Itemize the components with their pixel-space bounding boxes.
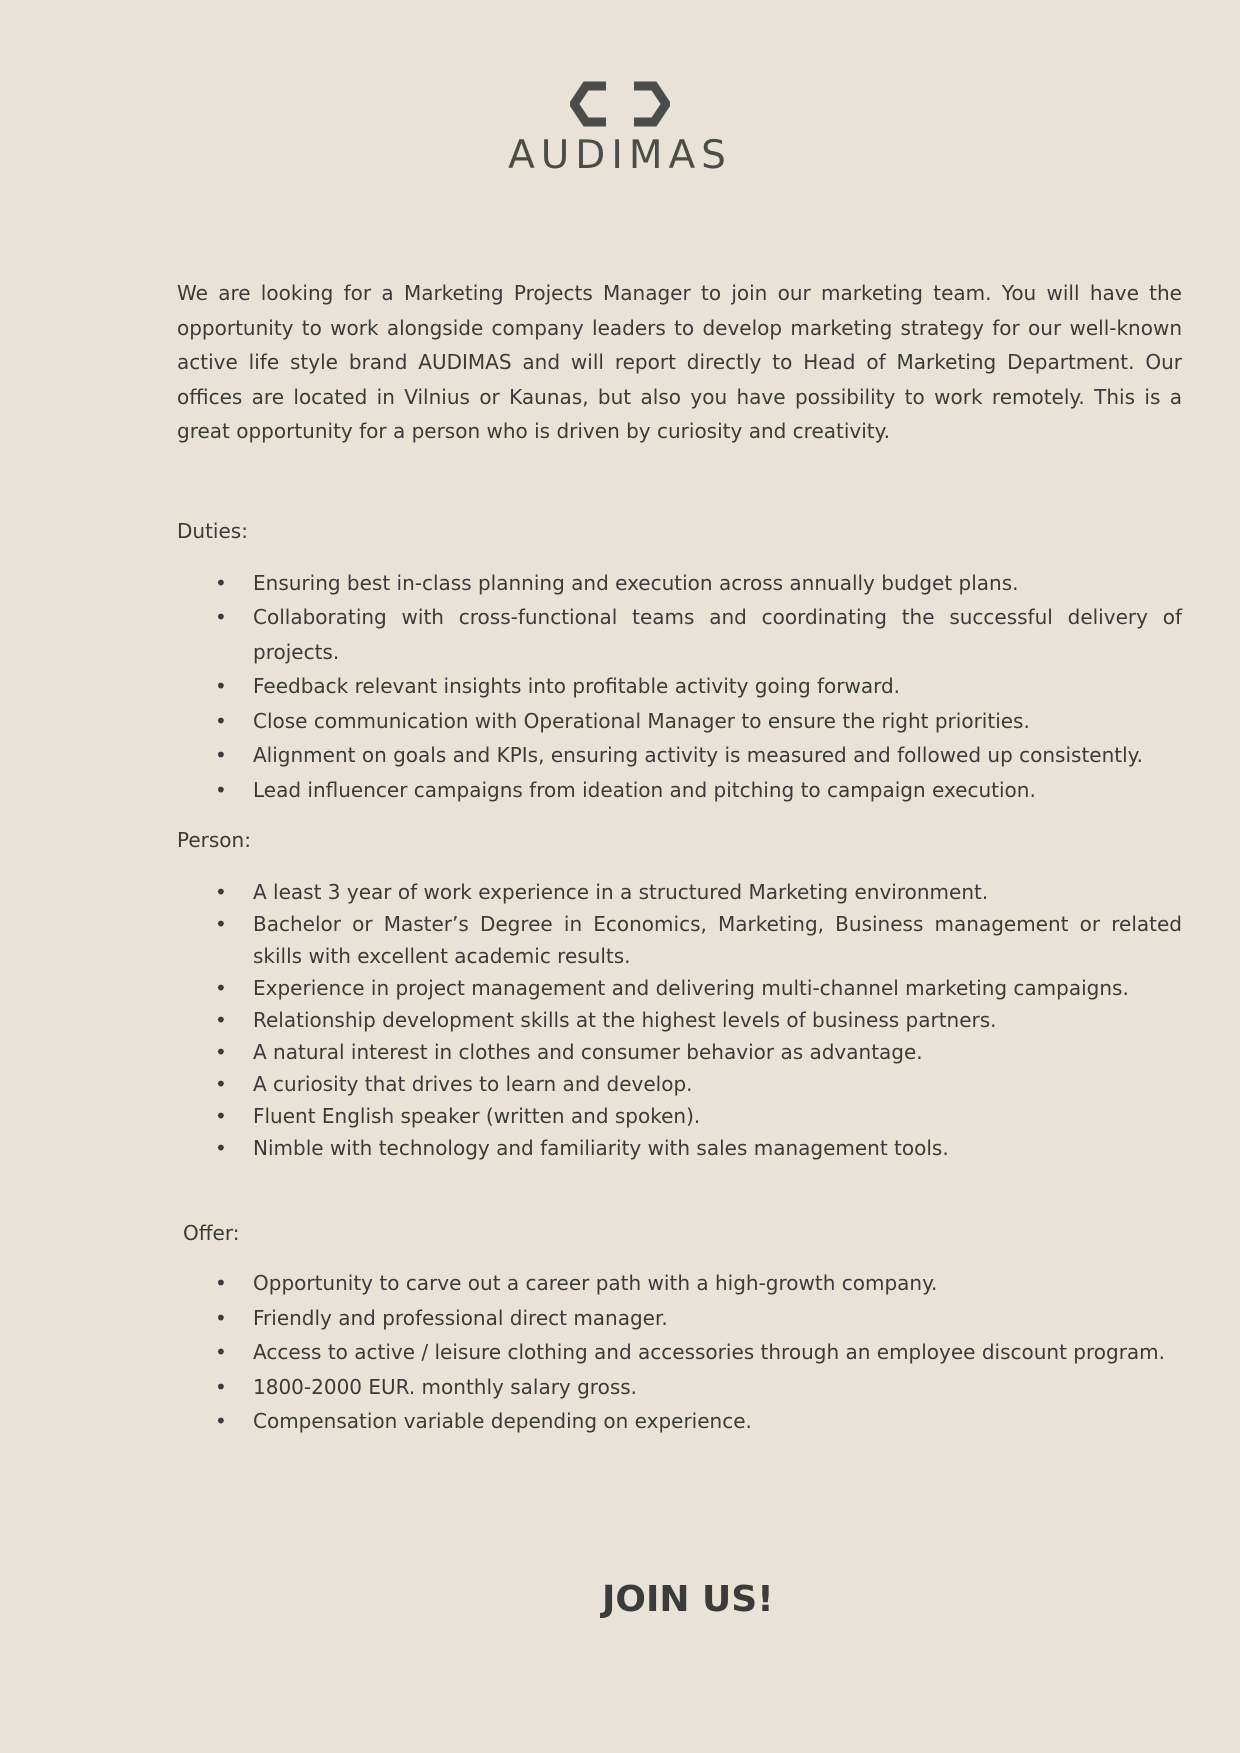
list-item: • A curiosity that drives to learn and develop. (177, 1068, 1182, 1100)
list-item: • Relationship development skills at the highest levels of business partners. (177, 1004, 1182, 1036)
list-item: • Alignment on goals and KPIs, ensuring activity is measured and followed up consistently. (177, 738, 1182, 773)
list-item: • Feedback relevant insights into profitable activity going forward. (177, 669, 1182, 704)
duties-heading: Duties: (177, 518, 248, 543)
list-item: • Collaborating with cross-functional teams and coordinating the successful delivery of projects. (177, 600, 1182, 669)
person-list (177, 876, 1182, 1164)
list-item: • Nimble with technology and familiarity with sales management tools. (177, 1132, 1182, 1164)
list-item: • Opportunity to carve out a career path with a high-growth company. (177, 1266, 1182, 1301)
logo-wordmark: AUDIMAS (508, 133, 732, 178)
list-item: • Ensuring best in-class planning and execution across annually budget plans. (177, 566, 1182, 601)
job-posting-body (177, 276, 1182, 1439)
offer-heading: Offer: (183, 1221, 240, 1245)
logo-brackets-icon (570, 80, 670, 132)
list-item: • Compensation variable depending on experience. (177, 1404, 1182, 1439)
offer-list (177, 1266, 1182, 1439)
list-item: • A natural interest in clothes and consumer behavior as advantage. (177, 1036, 1182, 1068)
person-heading: Person: (177, 828, 251, 852)
list-item: • A least 3 year of work experience in a structured Marketing environment. (177, 876, 1182, 908)
list-item: • Lead influencer campaigns from ideation and pitching to campaign execution. (177, 773, 1182, 808)
list-item: • Access to active / leisure clothing and accessories through an employee discount program. (177, 1335, 1182, 1370)
intro-paragraph: We are looking for a Marketing Projects Manager to join our marketing team. You will have the opportunity to work alongside company leaders to develop marketing strategy for our well-known active life style brand AUDIMAS and will report directly to Head of Marketing Department. Our offices are located in Vilnius or Kaunas, but also you have possibility to work remotely. This is a great opportunity for a person who is driven by curiosity and creativity. (177, 281, 1182, 443)
list-item: • Bachelor or Master’s Degree in Economics, Marketing, Business management or related skills with excellent academic results. (177, 908, 1182, 972)
brand-logo (0, 80, 1240, 176)
list-item: • Fluent English speaker (written and spoken). (177, 1100, 1182, 1132)
duties-list (177, 566, 1182, 808)
list-item: • Close communication with Operational Manager to ensure the right priorities. (177, 704, 1182, 739)
list-item: • Experience in project management and delivering multi-channel marketing campaigns. (177, 972, 1182, 1004)
list-item: • Friendly and professional direct manager. (177, 1301, 1182, 1336)
join-us-heading: JOIN US! (602, 1579, 774, 1620)
list-item: • 1800-2000 EUR. monthly salary gross. (177, 1370, 1182, 1405)
